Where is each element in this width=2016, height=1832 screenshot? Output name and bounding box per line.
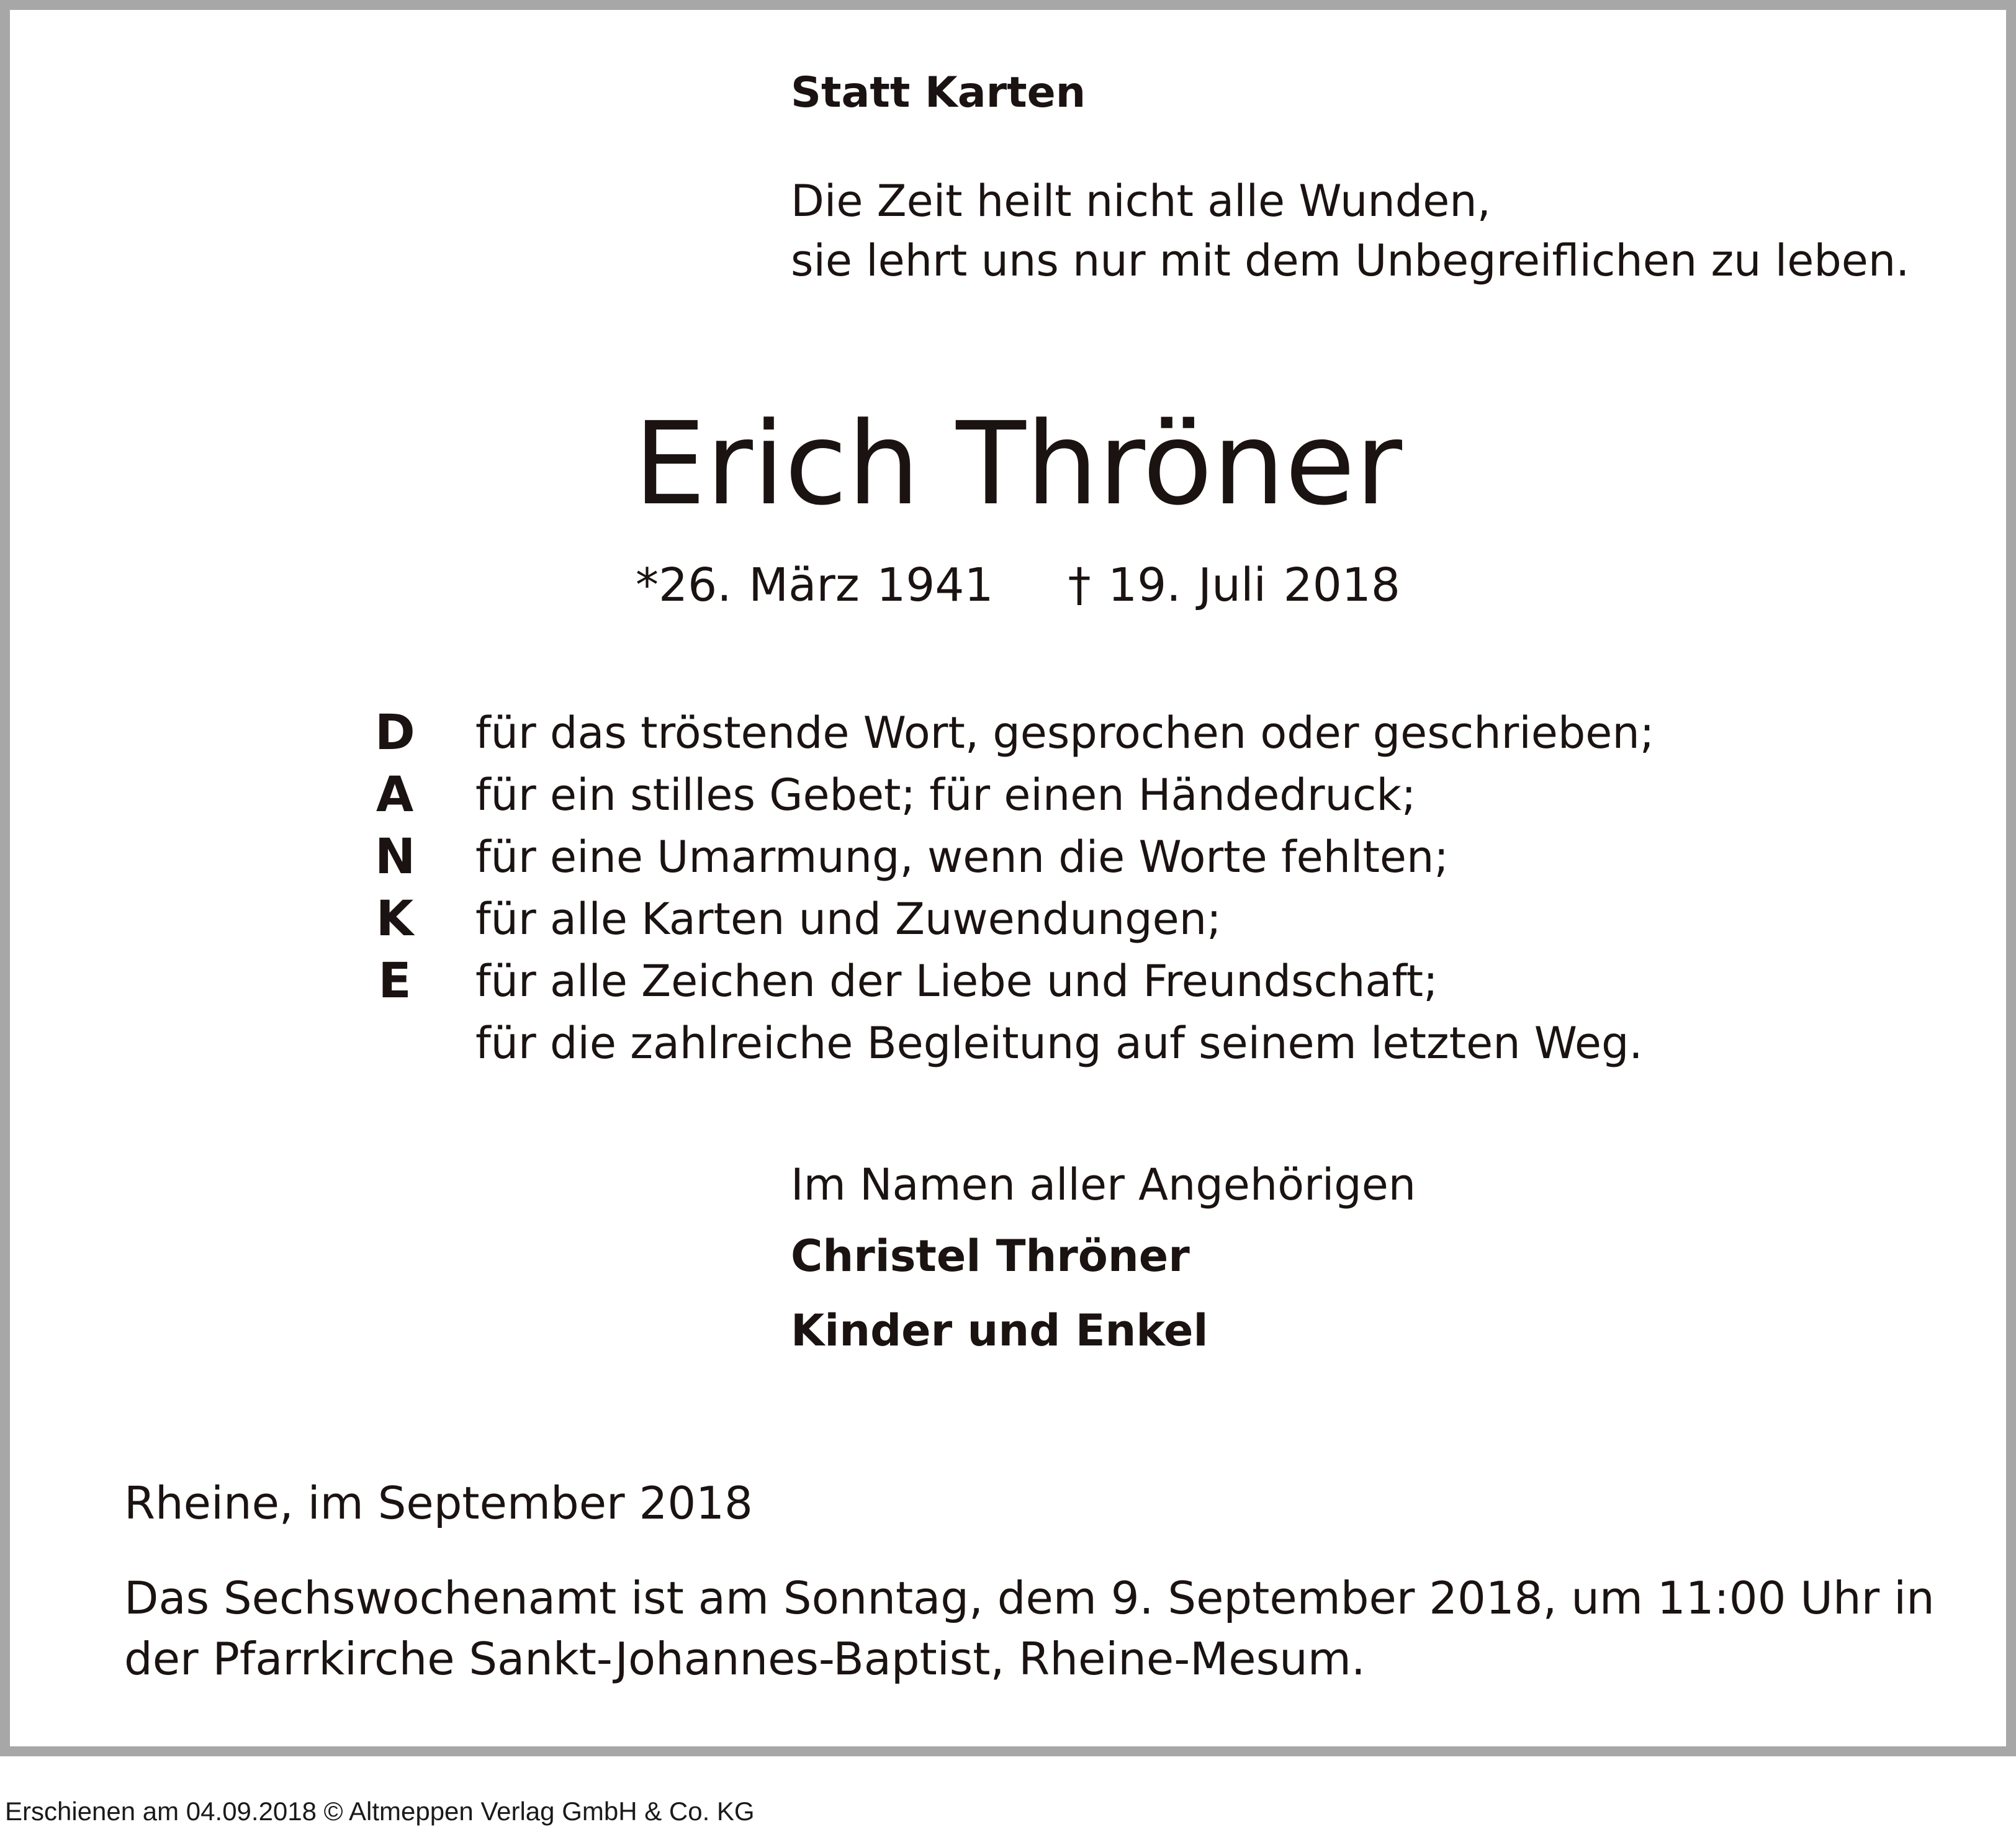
motto-line: Die Zeit heilt nicht alle Wunden, bbox=[791, 176, 1491, 227]
signer-name: Christel Thröner bbox=[791, 1231, 1190, 1282]
signoff-intro: Im Namen aller Angehörigen bbox=[791, 1159, 1416, 1210]
signer-name: Kinder und Enkel bbox=[791, 1305, 1208, 1356]
life-dates bbox=[10, 559, 2016, 612]
thanks-line: für das tröstende Wort, gesprochen oder geschrieben; bbox=[475, 707, 1655, 758]
acrostic-letter: N bbox=[375, 829, 416, 885]
death-date: † 19. Juli 2018 bbox=[1068, 559, 1400, 612]
motto-line: sie lehrt uns nur mit dem Unbegreiflichen zu leben. bbox=[791, 235, 1910, 286]
deceased-name: Erich Thröner bbox=[634, 398, 1402, 531]
motto-quote bbox=[791, 171, 1909, 290]
service-announcement bbox=[124, 1568, 1935, 1689]
danke-acrostic bbox=[375, 702, 415, 1012]
acrostic-letter: E bbox=[378, 953, 412, 1009]
place-date: Rheine, im September 2018 bbox=[124, 1477, 753, 1529]
thanks-list bbox=[475, 702, 1654, 1074]
acrostic-letter: K bbox=[376, 891, 414, 947]
service-line: der Pfarrkirche Sankt-Johannes-Baptist, Rheine-Mesum. bbox=[124, 1633, 1366, 1685]
acrostic-letter: A bbox=[376, 767, 414, 823]
thanks-line: für ein stilles Gebet; für einen Händedruck; bbox=[475, 770, 1416, 820]
publication-footer: Erschienen am 04.09.2018 © Altmeppen Verlag GmbH & Co. KG bbox=[5, 1797, 755, 1826]
notice-heading: Statt Karten bbox=[791, 68, 1086, 117]
thanks-line: für alle Zeichen der Liebe und Freundschaft; bbox=[475, 956, 1438, 1007]
thanks-line: für alle Karten und Zuwendungen; bbox=[475, 894, 1222, 945]
acrostic-letter: D bbox=[375, 705, 415, 761]
service-line: Das Sechswochenamt ist am Sonntag, dem 9. September 2018, um 11:00 Uhr in bbox=[124, 1572, 1935, 1624]
thanks-line: für die zahlreiche Begleitung auf seinem letzten Weg. bbox=[475, 1018, 1643, 1069]
birth-date: *26. März 1941 bbox=[636, 559, 994, 612]
thanks-line: für eine Umarmung, wenn die Worte fehlten; bbox=[475, 832, 1449, 882]
